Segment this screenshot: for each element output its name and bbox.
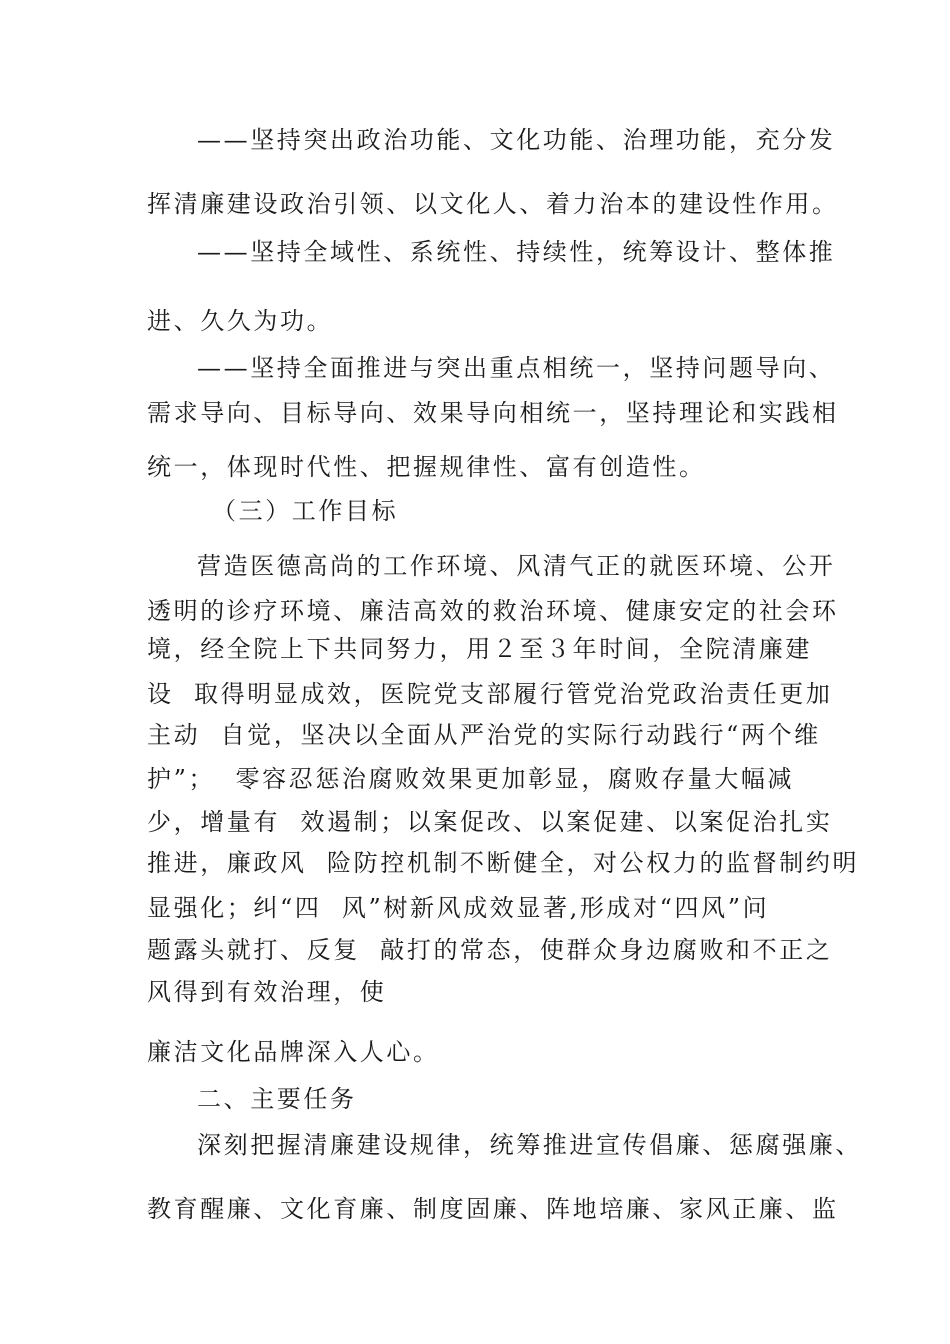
paragraph-line: 挥清廉建设政治引领、以文化人、着力治本的建设性作用。: [147, 190, 839, 218]
paragraph-line: 显强化；纠“四 风”树新风成效显著,形成对“四风”问: [147, 894, 770, 922]
section-heading: 二、主要任务: [197, 1085, 357, 1113]
paragraph-line: 题露头就打、反复 敲打的常态，使群众身边腐败和不正之: [147, 936, 833, 964]
paragraph-line: ——坚持突出政治功能、文化功能、治理功能，充分发: [197, 126, 836, 154]
paragraph-line: 营造医德高尚的工作环境、风清气正的就医环境、公开: [197, 552, 836, 580]
paragraph-line: 透明的诊疗环境、廉洁高效的救治环境、健康安定的社会环: [147, 597, 839, 625]
paragraph-line: 进、久久为功。: [147, 307, 334, 335]
paragraph-line: 少，增量有 效遏制；以案促改、以案促建、以案促治扎实: [147, 808, 833, 836]
paragraph-line: 深刻把握清廉建设规律，统筹推进宣传倡廉、惩腐强廉、: [197, 1131, 862, 1159]
paragraph-line: ——坚持全面推进与突出重点相统一，坚持问题导向、: [197, 354, 836, 382]
paragraph-line: ——坚持全域性、系统性、持续性，统筹设计、整体推: [197, 238, 836, 266]
paragraph-line: 设 取得明显成效，医院党支部履行管党治党政治责任更加: [147, 680, 833, 708]
paragraph-line: 境，经全院上下共同努力，用２至３年时间，全院清廉建: [147, 635, 812, 663]
paragraph-line: 教育醒廉、文化育廉、制度固廉、阵地培廉、家风正廉、监: [147, 1195, 839, 1223]
paragraph-line: 推进，廉政风 险防控机制不断健全，对公权力的监督制约明: [147, 849, 860, 877]
paragraph-line: 主动 自觉，坚决以全面从严治党的实际行动践行“两个维: [147, 721, 821, 749]
paragraph-line: 风得到有效治理，使: [147, 978, 387, 1006]
section-heading: （三）工作目标: [212, 497, 399, 525]
paragraph-line: 统一，体现时代性、把握规律性、富有创造性。: [147, 453, 706, 481]
paragraph-line: 廉洁文化品牌深入人心。: [147, 1038, 440, 1066]
paragraph-line: 护”； 零容忍惩治腐败效果更加彰显，腐败存量大幅减: [147, 765, 795, 793]
paragraph-line: 需求导向、目标导向、效果导向相统一，坚持理论和实践相: [147, 399, 839, 427]
